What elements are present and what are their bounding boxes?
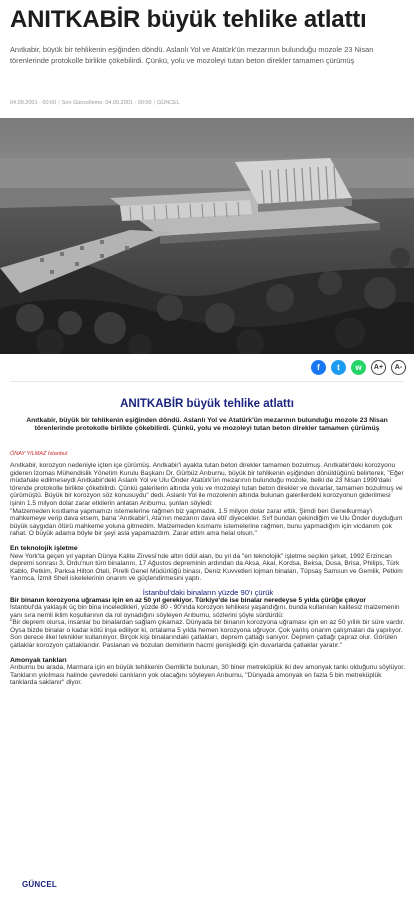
paragraph: Arıburnu bu arada, Marmara için en büyük tehlikenin Gemlik'te bulunan, 30 biner metreküplük iki dev amonyak tankı olduğunu söylüyor. Tankların yıkılması halinde çevredeki canlıların yok olacağını söyleyen Arıburnu, "Dünyada amonyak en fazla 5 bin metreküplük tanklarda saklanır" diyor.	[10, 664, 405, 687]
paragraph: "Bir deprem olursa, insanlar bu binalardan sağlam çıkamaz. Dünyada bir binanın korozyona uğraması için en az 50 yıllık bir süre vardır. Oysa bizde binalar o kadar kötü inşa ediliyor ki, ortalama 5 yılda hemen korozyona uğruyor. Çok yanlış onarım çalışmaları da yapılıyor. Son derece ilkel teknikler kullanılıyor. Birçok kişi binalarındaki çatlakları, deprem çatlağı sanıyor. Deprem çatlağı çapraz olur. Görülen çatlaklar korozyon çatlaklarıdır. Paslanan ve bozulan demirlerin hacmi genişlediği için duvarlarda çatlaklar yaratır."	[10, 619, 405, 650]
font-decrease-button[interactable]	[391, 360, 406, 375]
section-link-guncel[interactable]: GÜNCEL	[22, 880, 57, 889]
meta-separator: |	[153, 100, 155, 106]
font-increase-button[interactable]	[371, 360, 386, 375]
page-title: ANITKABİR büyük tehlike atlattı	[10, 6, 367, 33]
section-heading: Amonyak tankları	[10, 656, 67, 664]
anitkabir-photo	[0, 118, 414, 354]
byline: ÖNAY YILMAZ İstanbul	[10, 451, 68, 457]
hero-photo	[0, 118, 414, 354]
divider	[10, 381, 404, 382]
twitter-share-button[interactable]	[331, 360, 346, 375]
content-title: ANITKABİR büyük tehlike atlattı	[120, 398, 294, 410]
article-body	[10, 462, 406, 687]
facebook-icon: f	[317, 362, 320, 372]
share-bar	[311, 360, 406, 376]
updated-date: Son Güncelleme: 04.09.2001 - 00:00	[61, 100, 152, 106]
paragraph: İstanbul'da yaklaşık üç bin bina inceledikleri, yüzde 80 - 90'ında korozyon tehlikesi yaşandığını, bunda kullanılan kalitesiz malzemenin yanı sıra nemli iklim koşullarının da rol oynadığını söyleyen Arıburnu, sözlerini şöyle sürdürdü:	[10, 604, 400, 619]
section-subheading: Bir binanın korozyona uğraması için en az 50 yıl gerekiyor. Türkiye'de ise binalar neredeyse 5 yılda çürüğe çıkıyor	[10, 596, 366, 604]
paragraph: Anıtkabir, korozyon nedeniyle içten içe çürümüş. Anıtkabir'i ayakta tutan beton direkler tamamen bozulmuş. Anıtkabir'deki korozyonu gideren İzomas Mühendislik Yönetim Kurulu Başkanı Dr. Gürbüz Arıburnu, büyük bir tehlikenin eşiğinden dönüldüğünü belirterek, "Eğer müdahale edilmeseydi Anıtkabir'deki Aslanlı Yol ve Ulu Önder Atatürk'ün mezarının bulunduğu mozole, belki de 23 Nisan 1999'daki törende protokolle birlikte çökebilirdi. Çünkü galerilerin altında yolu ve mozoleyi tutan beton direkler ve duvarlar, tamamen bozulmuş ve çürümüştü. Büyük bir korozyon söz konusuydu" dedi. Aslanlı Yol ile mozolenin altında bulunan galerilerdeki korozyonun giderilmesi işinin 1.5 milyon dolar zarar etkilerin anlatan Arıburnu, şunları söyledi:	[10, 462, 404, 507]
twitter-icon: t	[337, 362, 340, 372]
article-lead: Anıtkabir, büyük bir tehlikenin eşiğinden döndü. Aslanlı Yol ve Atatürk'ün mezarının bulunduğu mozole 23 Nisan törenlerinde protokolle birlikte çökebilirdi. Çünkü, yolu ve mozoleyi tutan beton direkler tamamen çürümüş	[10, 45, 374, 66]
font-increase-icon: A+	[373, 364, 384, 371]
section-tag[interactable]: GÜNCEL	[156, 100, 180, 106]
whatsapp-share-button[interactable]	[351, 360, 366, 375]
section-heading: İstanbul'daki binaların yüzde 90'ı çürük	[142, 587, 274, 597]
meta-separator: |	[58, 100, 60, 106]
published-date: 04.09.2001 - 00:00	[10, 100, 57, 106]
facebook-share-button[interactable]	[311, 360, 326, 375]
article-meta	[10, 100, 180, 106]
paragraph: New York'ta geçen yıl yapılan Dünya Kalite Zirvesi'nde altın ödül alan, bu yıl da "en teknolojik" işletme seçilen şirket, 1992 Erzincan depremi sonrası 3. Ordu'nun tüm binalarını, 17 Ağustos depreminin ardından da Aksa, Akal, Kordsa, Beksa, Dusa, Brisa, Philips, Türk Kablo, Petkim, Parksa Hilton Oteli, Pirelli Genel Müdürlüğü binası, Deniz Kuvvetleri lojman binaları, Tüpsaş Samsun ve Gemlik, Petkim Yarımca, İzmit Shell iskelelerinin onarım ve güçlendirmesini yaptı.	[10, 552, 403, 583]
paragraph: "Malzemeden kısıtlama yapmamızı istemelerine rağmen biz yapmadık. 1.5 milyon dolar zarar ettik. Şimdi ben Genelkurmay'ı mahkemeye verip dava etsem, bana 'Anıtkabir'i, Ata'nın mezarını dava etti' diyecekler. Sırf bundan çekindiğim ve Ulu Önder duyduğum büyük saygıdan ötürü mahkeme yoluna gitmedim. Malzemeden kısmamı istemelerine rağmen, bunu yapmadığım için vicdanım çok rahat. O büyük adama böyle bir şeyi asla yapamazdım. Zarar ettim ama helal olsun."	[10, 507, 403, 538]
content-subtitle: Anıtkabir, büyük bir tehlikenin eşiğinden döndü. Aslanlı Yol ve Atatürk'ün mezarının bulunduğu mozole 23 Nisan törenlerinde protokolle birlikte çökebilirdi. Çünkü, yolu ve mozoleyi tutan beton direkler tamamen çürümüş	[26, 417, 388, 433]
font-decrease-icon: A-	[394, 364, 403, 371]
whatsapp-icon: w	[355, 362, 362, 372]
section-heading: En teknolojik işletme	[10, 544, 78, 552]
